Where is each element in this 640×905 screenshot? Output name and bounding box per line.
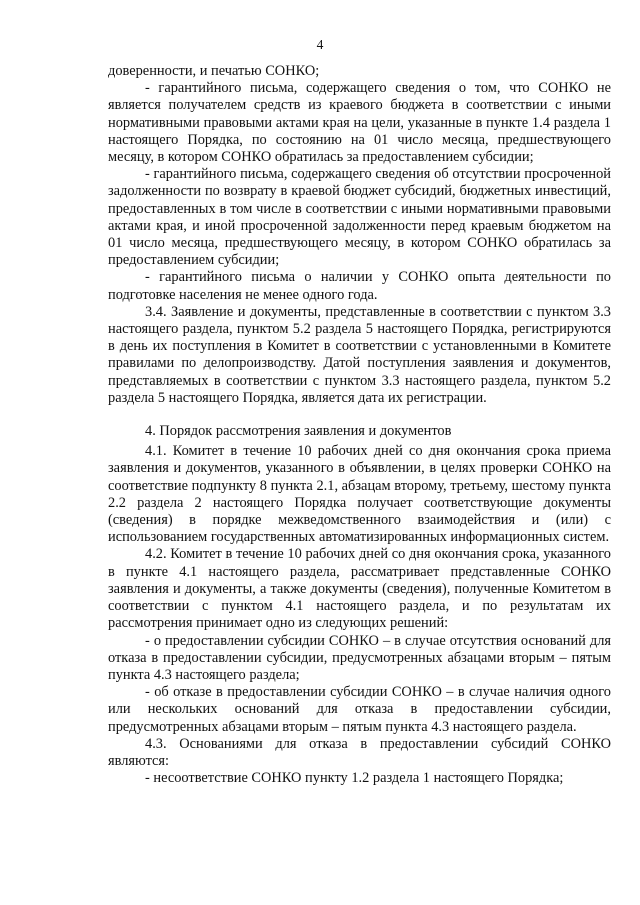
paragraph-continued: доверенности, и печатью СОНКО; — [108, 63, 320, 79]
paragraph-4-2: 4.2. Комитет в течение 10 рабочих дней со дня окончания срока, указанного в пункте 4.1 настоящего раздела, рассматривает представленные СОНКО заявления и документы, а также документы (сведения), полученные Комитетом в соответствии с пунктом 4.1 настоящего раздела, и по результатам их рассмотрения принимает одно из следующих решений: — [108, 546, 611, 632]
paragraph-guarantee-letter-2: - гарантийного письма, содержащего сведения об отсутствии просроченной задолженности по возврату в краевой бюджет субсидий, бюджетных инвестиций, предоставленных в том числе в соответствии с иными нормативными правовыми актами края, и иной просроченной задолженности перед краевым бюджетом на 01 число месяца, предшествующего месяцу, в котором СОНКО обратилась за предоставлением субсидии; — [108, 166, 611, 269]
document-body — [108, 63, 611, 787]
paragraph-decision-grant: - о предоставлении субсидии СОНКО – в случае отсутствия оснований для отказа в предоставлении субсидии, предусмотренных абзацами вторым – пятым пункта 4.3 настоящего раздела; — [108, 632, 611, 683]
paragraph-guarantee-letter-1: - гарантийного письма, содержащего сведения о том, что СОНКО не является получателем средств из краевого бюджета в соответствии с иными нормативными правовыми актами края на цели, указанные в пункте 1.4 раздела 1 настоящего Порядка, по состоянию на 01 число месяца, предшествующего месяцу, в котором СОНКО обратилась за предоставлением субсидии; — [108, 80, 611, 166]
paragraph-guarantee-letter-3: - гарантийного письма о наличии у СОНКО опыта деятельности по подготовке населения не менее одного года. — [108, 269, 611, 303]
page-number: 4 — [316, 37, 324, 52]
paragraph-3-4: 3.4. Заявление и документы, представленные в соответствии с пунктом 3.3 настоящего раздела, пунктом 5.2 раздела 5 настоящего Порядка, регистрируются в день их поступления в Комитет в соответствии с установленными в Комитете правилами по делопроизводству. Датой поступления заявления и документов, представляемых в соответствии с пунктом 3.3 настоящего раздела, пунктом 5.2 раздела 5 настоящего Порядка, является дата их регистрации. — [108, 303, 611, 406]
paragraph-4-1: 4.1. Комитет в течение 10 рабочих дней со дня окончания срока приема заявления и документов, указанного в объявлении, в целях проверки СОНКО на соответствие подпункту 8 пункта 2.1, абзацам второму, третьему, шестому пункта 2.2 раздела 2 настоящего Порядка получает соответствующие документы (сведения) в порядке межведомственного взаимодействия и (или) с использованием государственных автоматизированных информационных систем. — [108, 443, 611, 546]
section-4-heading: 4. Порядок рассмотрения заявления и документов — [145, 423, 452, 440]
paragraph-4-3: 4.3. Основаниями для отказа в предоставлении субсидий СОНКО являются: — [108, 735, 611, 769]
paragraph-refusal-ground-1: - несоответствие СОНКО пункту 1.2 раздела 1 настоящего Порядка; — [145, 770, 564, 787]
paragraph-decision-refuse: - об отказе в предоставлении субсидии СОНКО – в случае наличия одного или нескольких оснований для отказа в предоставлении субсидии, предусмотренных абзацами вторым – пятым пункта 4.3 настоящего раздела. — [108, 684, 611, 735]
